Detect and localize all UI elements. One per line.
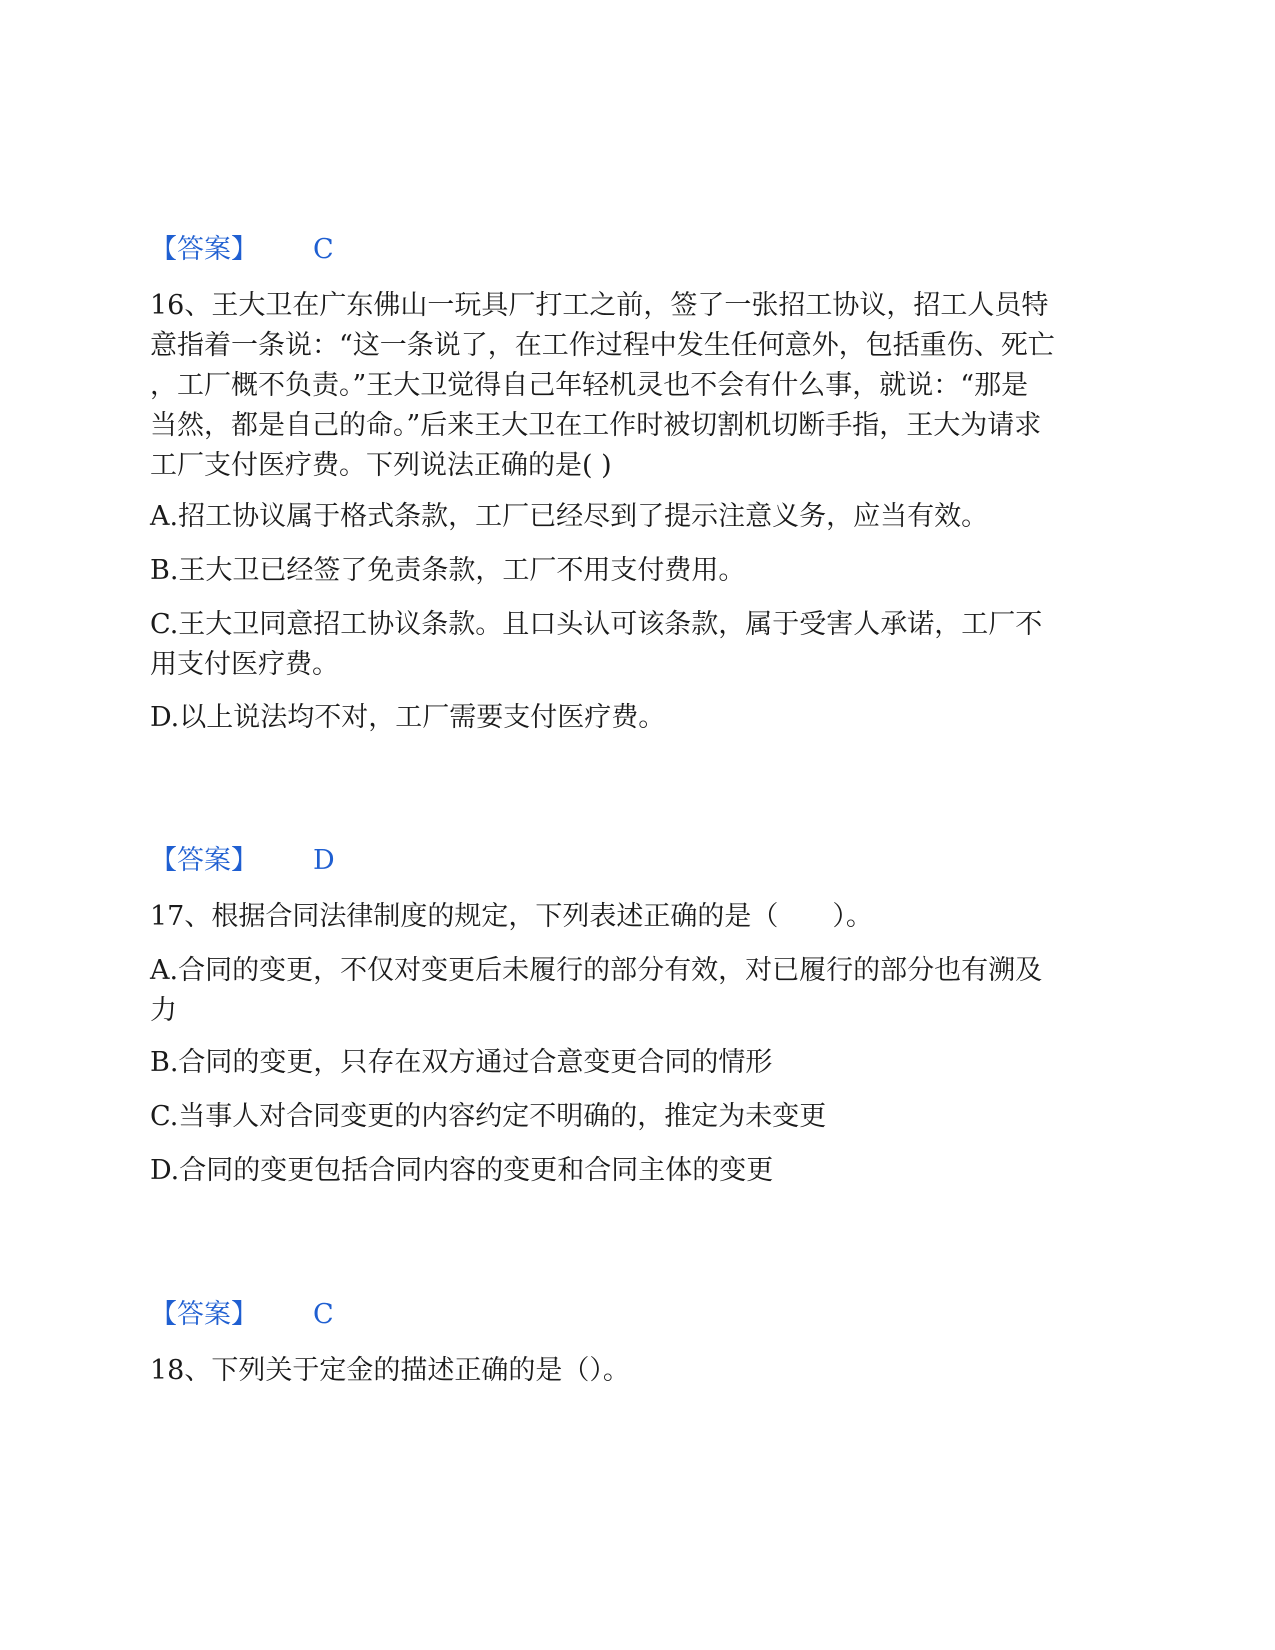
answer-17: [150, 1297, 334, 1333]
option-text: D.以上说法均不对，工厂需要支付医疗费。: [150, 702, 666, 733]
question-17-line: 17、根据合同法律制度的规定，下列表述正确的是（ ）。: [150, 901, 873, 932]
question-18-line: 18、下列关于定金的描述正确的是（）。: [150, 1355, 630, 1386]
option-text: A.合同的变更，不仅对变更后未履行的部分有效，对已履行的部分也有溯及: [150, 955, 1043, 986]
option-text: 力: [150, 995, 177, 1026]
option-text: C.王大卫同意招工协议条款。且口头认可该条款，属于受害人承诺，工厂不: [150, 609, 1043, 640]
question-17-option-a: [150, 951, 1125, 1031]
question-18-stem: [150, 1351, 1125, 1391]
question-17-option-b: [150, 1043, 1125, 1083]
answer-label: 【答案】: [150, 1299, 258, 1330]
answer-16: [150, 843, 335, 879]
question-16-line: ，工厂概不负责。”王大卫觉得自己年轻机灵也不会有什么事，就说：“那是: [150, 370, 1029, 401]
option-text: A.招工协议属于格式条款，工厂已经尽到了提示注意义务，应当有效。: [150, 501, 989, 532]
answer-label: 【答案】: [150, 845, 258, 876]
option-text: D.合同的变更包括合同内容的变更和合同主体的变更: [150, 1155, 774, 1186]
question-17-stem: [150, 897, 1125, 937]
option-text: B.合同的变更，只存在双方通过合意变更合同的情形: [150, 1047, 773, 1078]
answer-value: C: [313, 1299, 334, 1330]
answer-value: C: [313, 234, 334, 265]
question-17-option-c: [150, 1097, 1125, 1137]
question-16-line: 意指着一条说：“这一条说了，在工作过程中发生任何意外，包括重伤、死亡: [150, 330, 1055, 361]
answer-label: 【答案】: [150, 234, 258, 265]
answer-value: D: [313, 845, 335, 876]
question-17-option-d: [150, 1151, 1125, 1191]
question-16-stem: [150, 286, 1125, 486]
option-text: C.当事人对合同变更的内容约定不明确的，推定为未变更: [150, 1101, 827, 1132]
question-16-line: 16、王大卫在广东佛山一玩具厂打工之前，签了一张招工协议，招工人员特: [150, 290, 1049, 321]
option-text: 用支付医疗费。: [150, 649, 339, 680]
question-16-option-b: [150, 551, 1125, 591]
question-16-line: 工厂支付医疗费。下列说法正确的是( ): [150, 450, 612, 481]
question-16-option-c: [150, 605, 1125, 685]
question-16-option-a: [150, 497, 1125, 537]
option-text: B.王大卫已经签了免责条款，工厂不用支付费用。: [150, 555, 746, 586]
question-16-option-d: [150, 698, 1125, 738]
answer-15: [150, 232, 334, 268]
question-16-line: 当然，都是自己的命。”后来王大卫在工作时被切割机切断手指，王大为请求: [150, 410, 1042, 441]
